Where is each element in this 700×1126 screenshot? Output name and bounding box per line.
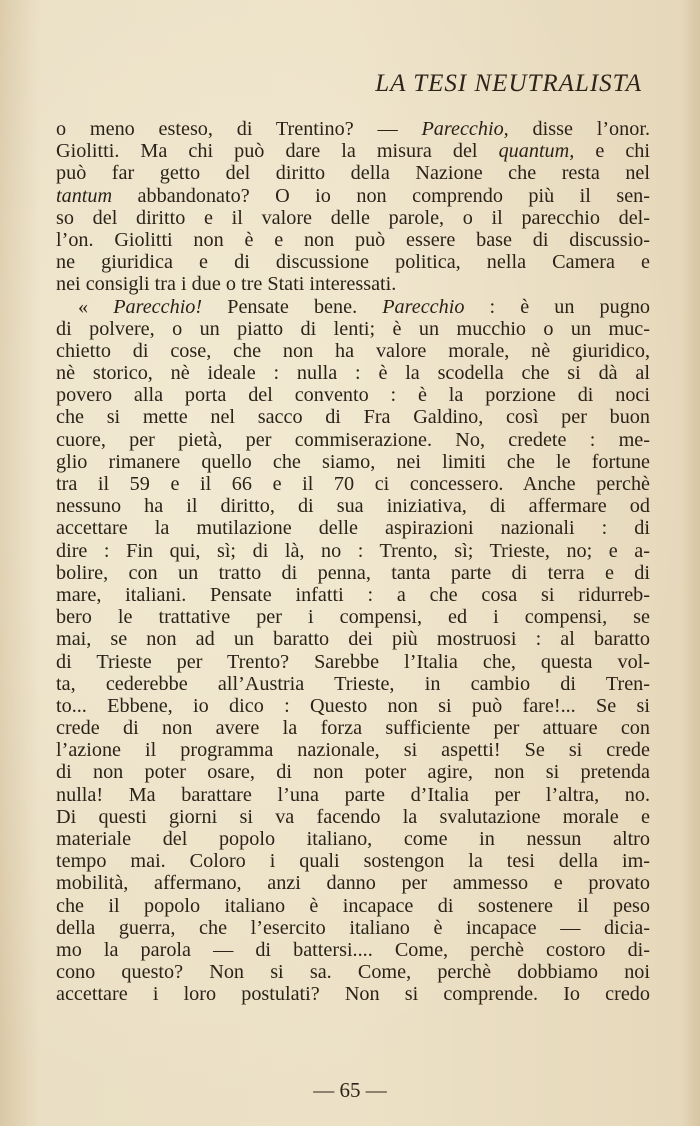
text-line: so del diritto e il valore delle parole, o il parecchio del- [56,206,650,229]
text-line: nessuno ha il diritto, di sua iniziativa, di affermare od [56,495,650,518]
text-line: nei consigli tra i due o tre Stati interessati. [56,273,397,296]
text-line: bolire, con un tratto di penna, tanta parte di terra e di [56,561,650,584]
text-line: bero le trattative per i compensi, ed i compensi, se [56,606,650,629]
text-line: povero alla porta del convento : è la porzione di noci [56,384,650,407]
text-line: chietto di cose, che non ha valore morale, nè giuridico, [56,339,650,362]
text-line: l’azione il programma nazionale, si aspetti! Se si crede [56,739,650,762]
text-line: mobilità, affermano, anzi danno per ammesso e provato [56,872,650,895]
text-line: Giolitti. Ma chi può dare la misura del quantum, e chi [56,140,651,163]
text-line: accettare i loro postulati? Non si comprende. Io credo [56,983,650,1006]
text-line: nulla! Ma barattare l’una parte d’Italia per l’altra, no. [56,783,650,806]
text-line: ta, cederebbe all’Austria Trieste, in cambio di Tren- [56,672,650,695]
text-line: o meno esteso, di Trentino? — Parecchio, disse l’onor. [56,118,650,140]
text-line: della guerra, che l’esercito italiano è incapace — dicia- [56,916,650,939]
text-line: tra il 59 e il 66 e il 70 ci concessero. Anche perchè [56,473,650,495]
text-line: to... Ebbene, io dico : Questo non si può fare!... Se si [56,694,650,717]
text-line: di polvere, o un piatto di lenti; è un mucchio o un muc- [56,317,650,340]
page-number: — 65 — [313,1078,387,1102]
text-line: può far getto del diritto della Nazione che resta nel [56,162,650,185]
text-line: nè storico, nè ideale : nulla : è la scodella che si dà al [56,362,650,385]
text-line: glio rimanere quello che siamo, nei limiti che le fortune [56,450,650,473]
text-line: materiale del popolo italiano, come in nessun altro [56,828,650,850]
text-line: dire : Fin qui, sì; di là, no : Trento, sì; Trieste, no; e a- [56,539,650,562]
text-line: crede di non avere la forza sufficiente per attuare con [56,717,650,740]
text-line: mo la parola — di battersi.... Come, perchè costoro di- [56,938,650,961]
text-line: che si mette nel sacco di Fra Galdino, così per buon [56,406,650,429]
text-line: cuore, per pietà, per commiserazione. No, credete : me- [56,428,650,451]
text-line: tempo mai. Coloro i quali sostengon la tesi della im- [56,850,650,873]
text-line: « Parecchio! Pensate bene. Parecchio : è un pugno [78,295,651,318]
text-line: mai, se non ad un baratto dei più mostruosi : al baratto [56,628,650,651]
text-line: accettare la mutilazione delle aspirazioni nazionali : di [56,517,650,540]
text-line: Di questi giorni si va facendo la svalutazione morale e [56,805,650,828]
body-text [56,118,650,1006]
text-line: l’on. Giolitti non è e non può essere base di discussio- [56,228,650,251]
text-line: ne giuridica e di discussione politica, nella Camera e [56,251,650,274]
text-line: che il popolo italiano è incapace di sostenere il peso [56,894,650,917]
text-line: di non poter osare, di non poter agire, non si pretenda [56,761,650,784]
text-line: di Trieste per Trento? Sarebbe l’Italia che, questa vol- [56,650,650,673]
text-line: mare, italiani. Pensate infatti : a che cosa si ridurreb- [56,583,650,606]
text-line: cono questo? Non si sa. Come, perchè dobbiamo noi [56,961,650,984]
text-line: tantum abbandonato? O io non comprendo più il sen- [56,184,650,207]
running-title: LA TESI NEUTRALISTA [375,70,642,97]
